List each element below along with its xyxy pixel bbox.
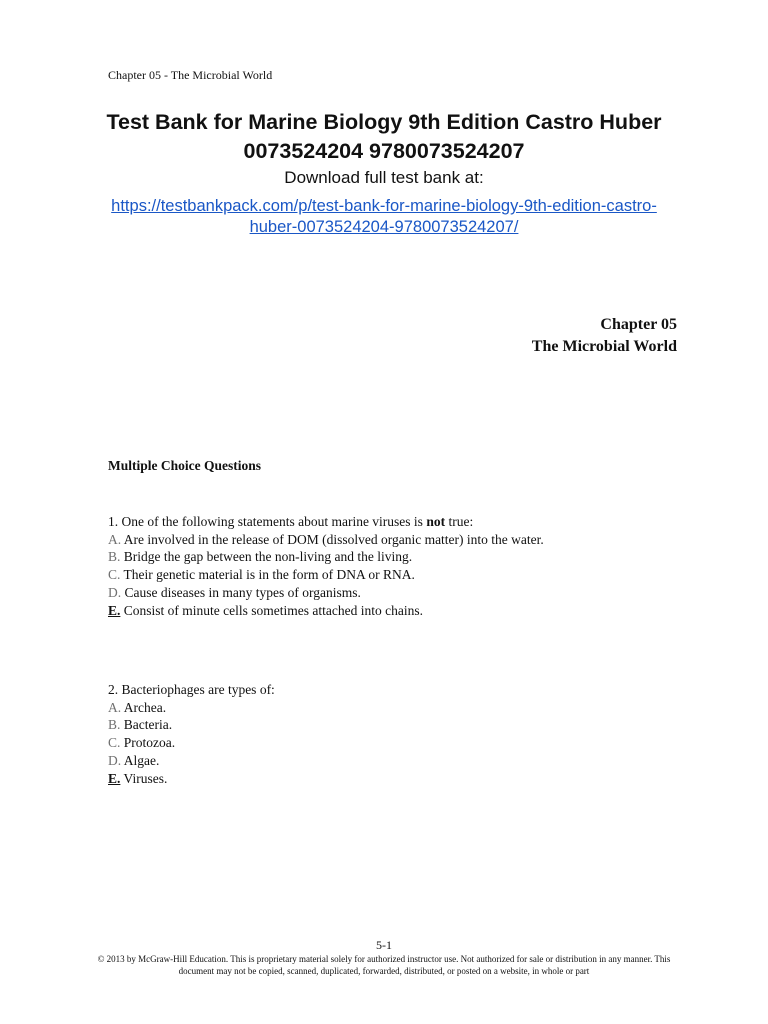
question-2 <box>108 681 275 787</box>
option-letter: B. <box>108 549 121 565</box>
section-heading: Multiple Choice Questions <box>108 458 262 473</box>
option-letter: D. <box>108 752 122 768</box>
answer-option-d <box>108 584 544 602</box>
page-number: 5-1 <box>376 938 392 952</box>
option-text: Are involved in the release of DOM (dissolved organic matter) into the water. <box>123 531 544 547</box>
option-text: Bridge the gap between the non-living and the living. <box>123 549 413 565</box>
question-stem <box>108 681 275 699</box>
option-text: Their genetic material is in the form of DNA or RNA. <box>123 567 415 583</box>
option-letter: B. <box>108 717 121 733</box>
chapter-heading <box>532 314 677 358</box>
chapter-number: Chapter 05 <box>600 316 677 333</box>
question-stem-text: 1. One of the following statements about marine viruses is <box>108 514 427 529</box>
option-letter: C. <box>108 567 121 583</box>
answer-option-c <box>108 566 544 584</box>
option-letter: A. <box>108 699 122 715</box>
answer-option-d <box>108 752 275 770</box>
document-title: Test Bank for Marine Biology 9th Edition Castro Huber 0073524204 9780073524207 <box>106 110 662 163</box>
question-stem-emphasis: not <box>426 514 446 529</box>
option-text: Archea. <box>123 699 167 715</box>
chapter-name: The Microbial World <box>531 338 677 355</box>
answer-option-a <box>108 699 275 717</box>
answer-option-a <box>108 531 544 549</box>
question-1 <box>108 513 544 619</box>
copyright-notice: © 2013 by McGraw-Hill Education. This is proprietary material solely for authorized instructor use. Not authorized for sale or distribution in any manner. This document may not be copied, scanned, duplicated, forwarded, distributed, or posted on a website, in whole or part <box>97 954 671 976</box>
download-text: Download full test bank at: <box>284 168 484 187</box>
option-text: Bacteria. <box>123 717 173 733</box>
option-letter: D. <box>108 584 122 600</box>
answer-option-b <box>108 548 544 566</box>
answer-option-b <box>108 716 275 734</box>
question-stem-end: true: <box>445 514 474 529</box>
option-text: Viruses. <box>123 770 168 786</box>
correct-option-letter: E. <box>108 602 121 618</box>
option-text: Cause diseases in many types of organisms. <box>124 584 361 600</box>
question-stem <box>108 513 544 531</box>
correct-option-letter: E. <box>108 770 121 786</box>
answer-option-c <box>108 734 275 752</box>
running-head: Chapter 05 - The Microbial World <box>108 68 273 82</box>
answer-option-e-correct <box>108 602 544 620</box>
download-link[interactable]: https://testbankpack.com/p/test-bank-for-marine-biology-9th-edition-castro-huber-0073524204-9780073524207/ <box>111 197 657 236</box>
option-letter: C. <box>108 735 121 751</box>
answer-option-e-correct <box>108 770 275 788</box>
question-stem-text: 2. Bacteriophages are types of: <box>108 682 275 697</box>
option-text: Protozoa. <box>123 735 176 751</box>
option-text: Algae. <box>123 752 160 768</box>
option-text: Consist of minute cells sometimes attached into chains. <box>123 602 423 618</box>
option-letter: A. <box>108 531 122 547</box>
